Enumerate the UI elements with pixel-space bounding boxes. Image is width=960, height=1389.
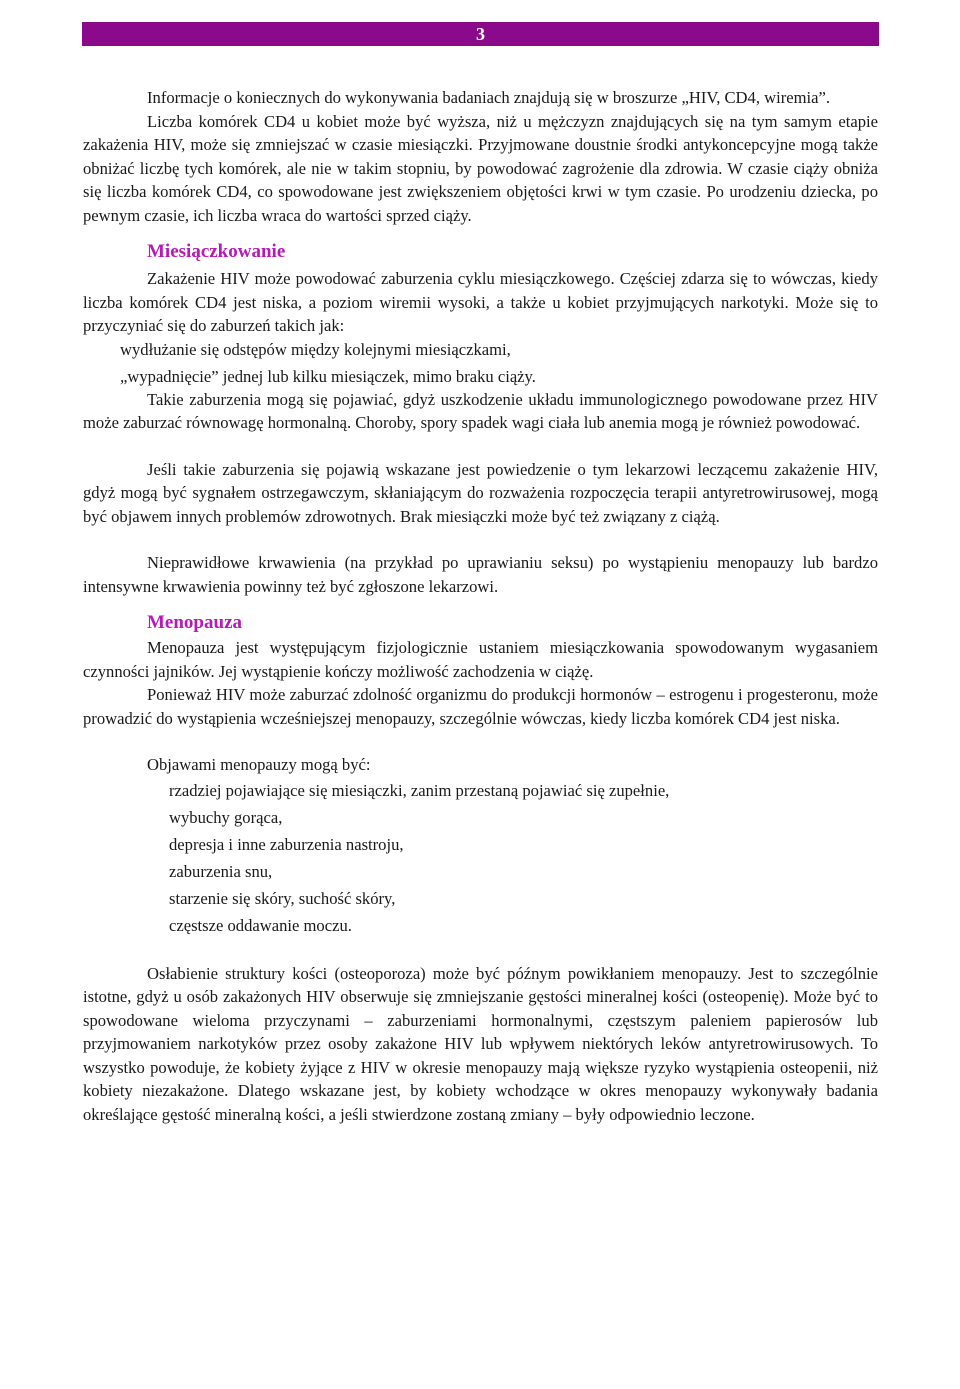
symptoms-lead: Objawami menopauzy mogą być: <box>147 755 371 774</box>
list-item: starzenie się skóry, suchość skóry, <box>169 888 396 908</box>
page-header-bar <box>82 22 879 46</box>
list-item: depresja i inne zaburzenia nastroju, <box>169 834 404 854</box>
list-item: rzadziej pojawiające się miesiączki, zanim przestaną pojawiać się zupełnie, <box>169 780 670 800</box>
menstruation-paragraph-1: Zakażenie HIV może powodować zaburzenia cyklu miesiączkowego. Częściej zdarza się to wówczas, kiedy liczba komórek CD4 jest niska, a poziom wiremii wysoki, a także u kobiet przyjmujących narkotyki. Może się to przyczyniać się do zaburzeń takich jak: <box>83 269 878 335</box>
heading-menstruation: Miesiączkowanie <box>147 241 286 262</box>
menstruation-paragraph-2: Takie zaburzenia mogą się pojawiać, gdyż uszkodzenie układu immunologicznego powodowane przez HIV może zaburzać równowagę hormonalną. Choroby, spory spadek wagi ciała lub anemia mogą je również powodować. <box>83 389 878 432</box>
menstruation-paragraph-4: Nieprawidłowe krwawienia (na przykład po uprawianiu seksu) po wystąpieniu menopauzy lub bardzo intensywne krwawienia powinny też być zgłoszone lekarzowi. <box>83 553 878 596</box>
menstruation-disorder-list <box>83 338 878 388</box>
list-item: wydłużanie się odstępów między kolejnymi miesiączkami, <box>120 339 511 359</box>
heading-menopause: Menopauza <box>147 612 242 633</box>
menopause-symptom-list <box>83 777 878 939</box>
list-item: zaburzenia snu, <box>169 861 273 881</box>
list-item: wybuchy gorąca, <box>169 807 283 827</box>
document-body <box>83 86 878 1126</box>
intro-paragraph-1: Informacje o koniecznych do wykonywania badaniach znajdują się w broszurze „HIV, CD4, wiremia”. <box>147 88 831 107</box>
menopause-paragraph-1: Menopauza jest występującym fizjologicznie ustaniem miesiączkowania spowodowanym wygasaniem czynności jajników. Jej wystąpienie kończy możliwość zachodzenia w ciążę. <box>83 638 878 681</box>
intro-paragraph-2: Liczba komórek CD4 u kobiet może być wyższa, niż u mężczyzn znajdujących się na tym samym etapie zakażenia HIV, może się zmniejszać w czasie miesiączki. Przyjmowane doustnie środki antykoncepcyjne mogą także obniżać liczbę tych komórek, ale nie w takim stopniu, by powodować zagrożenie dla zdrowia. W czasie ciąży obniża się liczba komórek CD4, co spowodowane jest zwiększeniem objętości krwi w tym czasie. Po urodzeniu dziecka, po pewnym czasie, ich liczba wraca do wartości sprzed ciąży. <box>83 111 878 225</box>
list-item: „wypadnięcie” jednej lub kilku miesiączek, mimo braku ciąży. <box>120 366 536 386</box>
menopause-paragraph-2: Ponieważ HIV może zaburzać zdolność organizmu do produkcji hormonów – estrogenu i progesteronu, może prowadzić do wystąpienia wcześniejszej menopauzy, szczególnie wówczas, kiedy liczba komórek CD4 jest niska. <box>83 685 878 728</box>
menstruation-paragraph-3: Jeśli takie zaburzenia się pojawią wskazane jest powiedzenie o tym lekarzowi leczącemu zakażenie HIV, gdyż mogą być sygnałem ostrzegawczym, skłaniającym do rozważenia rozpoczęcia terapii antyretrowirusowej, mogą być objawem innych problemów zdrowotnych. Brak miesiączki może być też związany z ciążą. <box>83 459 878 526</box>
page-number: 3 <box>476 24 485 44</box>
list-item: częstsze oddawanie moczu. <box>169 915 352 935</box>
menopause-paragraph-3: Osłabienie struktury kości (osteoporoza) może być późnym powikłaniem menopauzy. Jest to szczególnie istotne, gdyż u osób zakażonych HIV obserwuje się zmniejszanie gęstości mineralnej kości (osteopenię). Może być to spowodowane wieloma przyczynami – zaburzeniami hormonalnymi, częstszym paleniem papierosów lub przyjmowaniem narkotyków przez osoby zakażone HIV lub wpływem niektórych leków antyretrowirusowych. To wszystko powoduje, że kobiety żyjące z HIV w okresie menopauzy mają większe ryzyko wystąpienia osteopenii, niż kobiety niezakażone. Dlatego wskazane jest, by kobiety wchodzące w okres menopauzy wykonywały badania określające gęstość mineralną kości, a jeśli stwierdzone zostaną zmiany – były odpowiednio leczone. <box>83 963 878 1124</box>
